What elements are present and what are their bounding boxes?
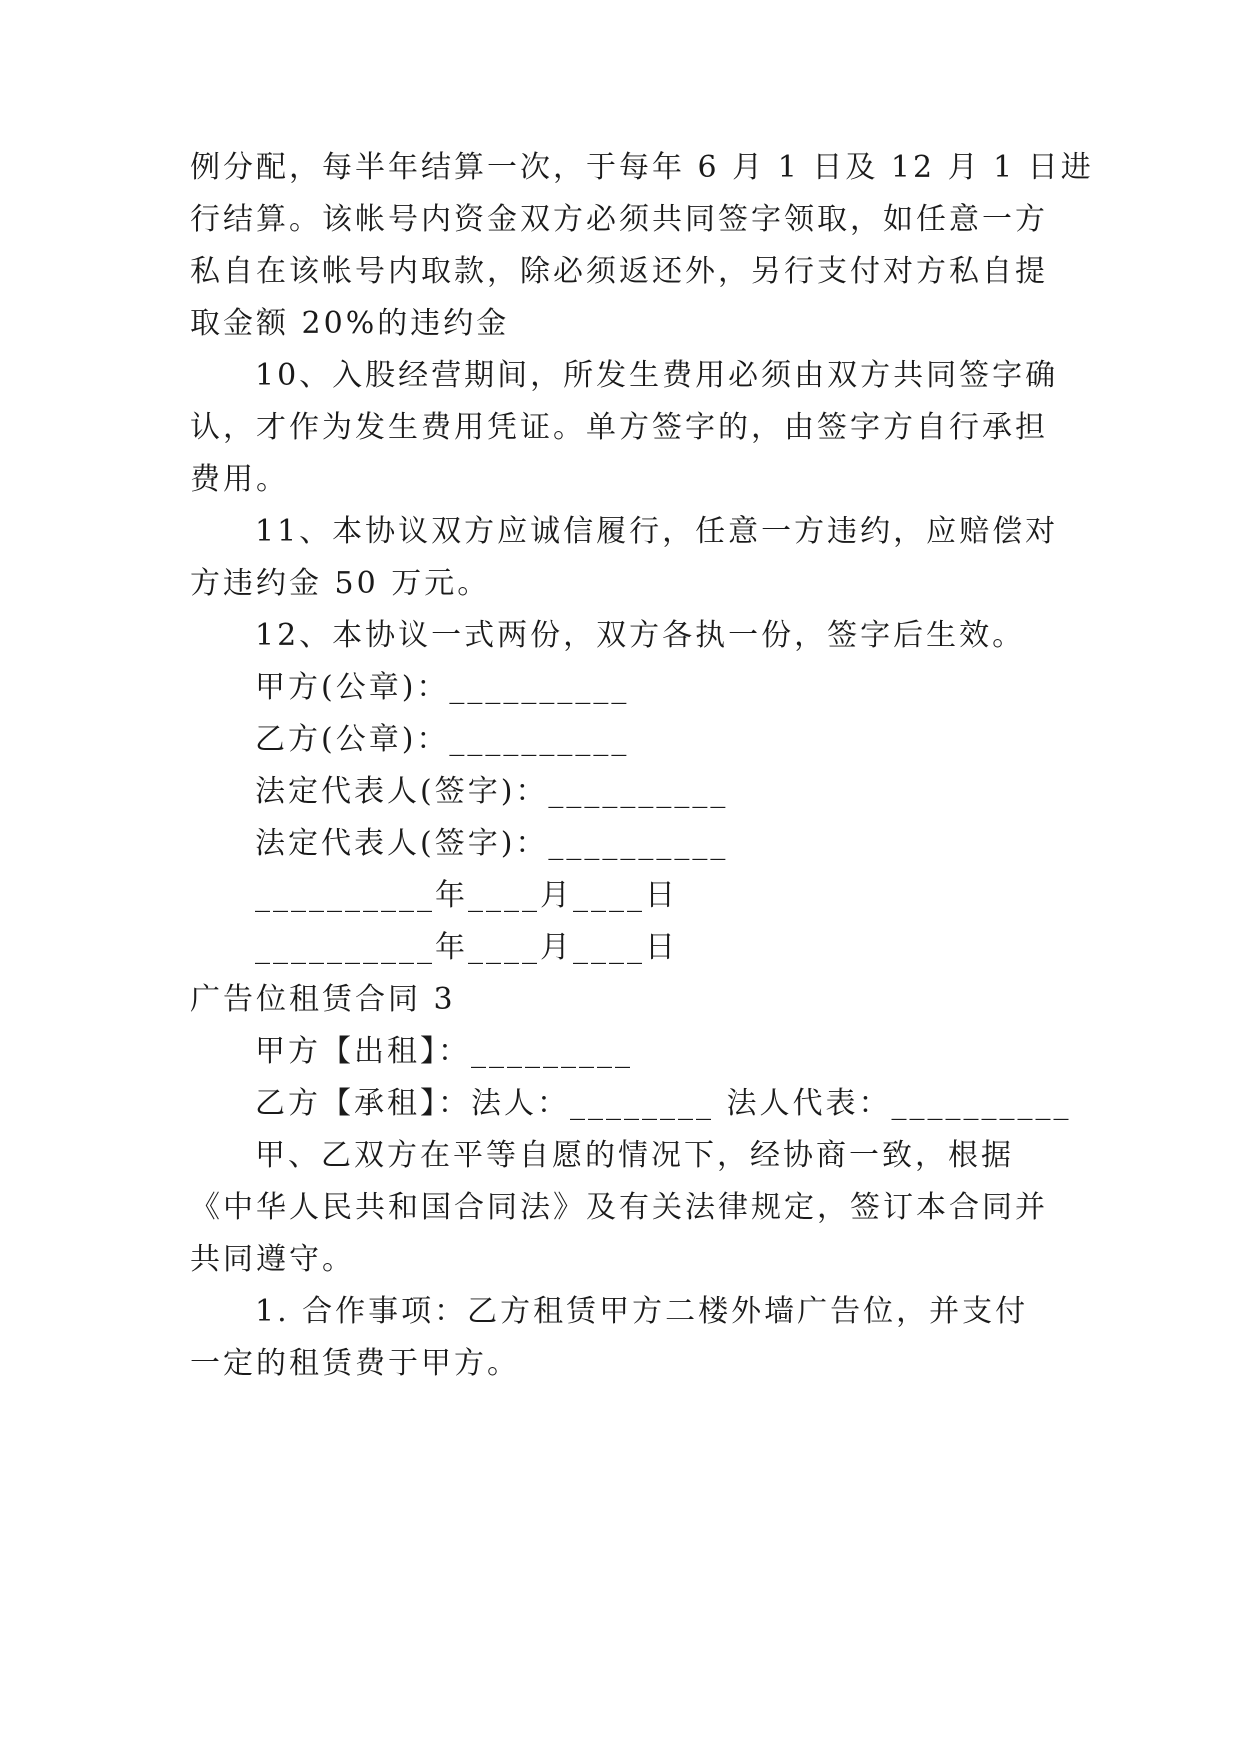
text-line: 方违约金 50 万元。 xyxy=(190,566,491,601)
text-line: 行结算。该帐号内资金双方必须共同签字领取，如任意一方 xyxy=(190,202,1048,237)
clause-1: 1. 合作事项：乙方租赁甲方二楼外墙广告位，并支付 xyxy=(255,1294,1029,1329)
text-line: 费用。 xyxy=(190,462,289,497)
text-line: 认，才作为发生费用凭证。单方签字的，由签字方自行承担 xyxy=(190,410,1048,445)
text-line: 共同遵守。 xyxy=(190,1242,355,1277)
date-line: __________年____月____日 xyxy=(255,878,678,913)
legal-rep-signature-line: 法定代表人(签字)：__________ xyxy=(255,826,729,861)
party-b-seal-line: 乙方(公章)：__________ xyxy=(255,722,630,757)
preamble-line: 甲、乙双方在平等自愿的情况下，经协商一致，根据 xyxy=(255,1138,1014,1173)
party-b-lessee-line: 乙方【承租】：法人：________ 法人代表：__________ xyxy=(255,1086,1072,1121)
text-line: 例分配，每半年结算一次，于每年 6 月 1 日及 12 月 1 日进 xyxy=(190,150,1094,185)
text-line: 《中华人民共和国合同法》及有关法律规定，签订本合同并 xyxy=(190,1190,1048,1225)
clause-11: 11、本协议双方应诚信履行，任意一方违约，应赔偿对 xyxy=(255,514,1059,549)
section-title: 广告位租赁合同 3 xyxy=(190,982,456,1017)
text-line: 一定的租赁费于甲方。 xyxy=(190,1346,520,1381)
party-a-lessor-line: 甲方【出租】：_________ xyxy=(255,1034,633,1069)
legal-rep-signature-line: 法定代表人(签字)：__________ xyxy=(255,774,729,809)
party-a-seal-line: 甲方(公章)：__________ xyxy=(255,670,630,705)
text-line: 私自在该帐号内取款，除必须返还外，另行支付对方私自提 xyxy=(190,254,1048,289)
clause-10: 10、入股经营期间，所发生费用必须由双方共同签字确 xyxy=(255,358,1059,393)
date-line: __________年____月____日 xyxy=(255,930,678,965)
clause-12: 12、本协议一式两份，双方各执一份，签字后生效。 xyxy=(255,618,1026,653)
text-line: 取金额 20%的违约金 xyxy=(190,306,510,341)
